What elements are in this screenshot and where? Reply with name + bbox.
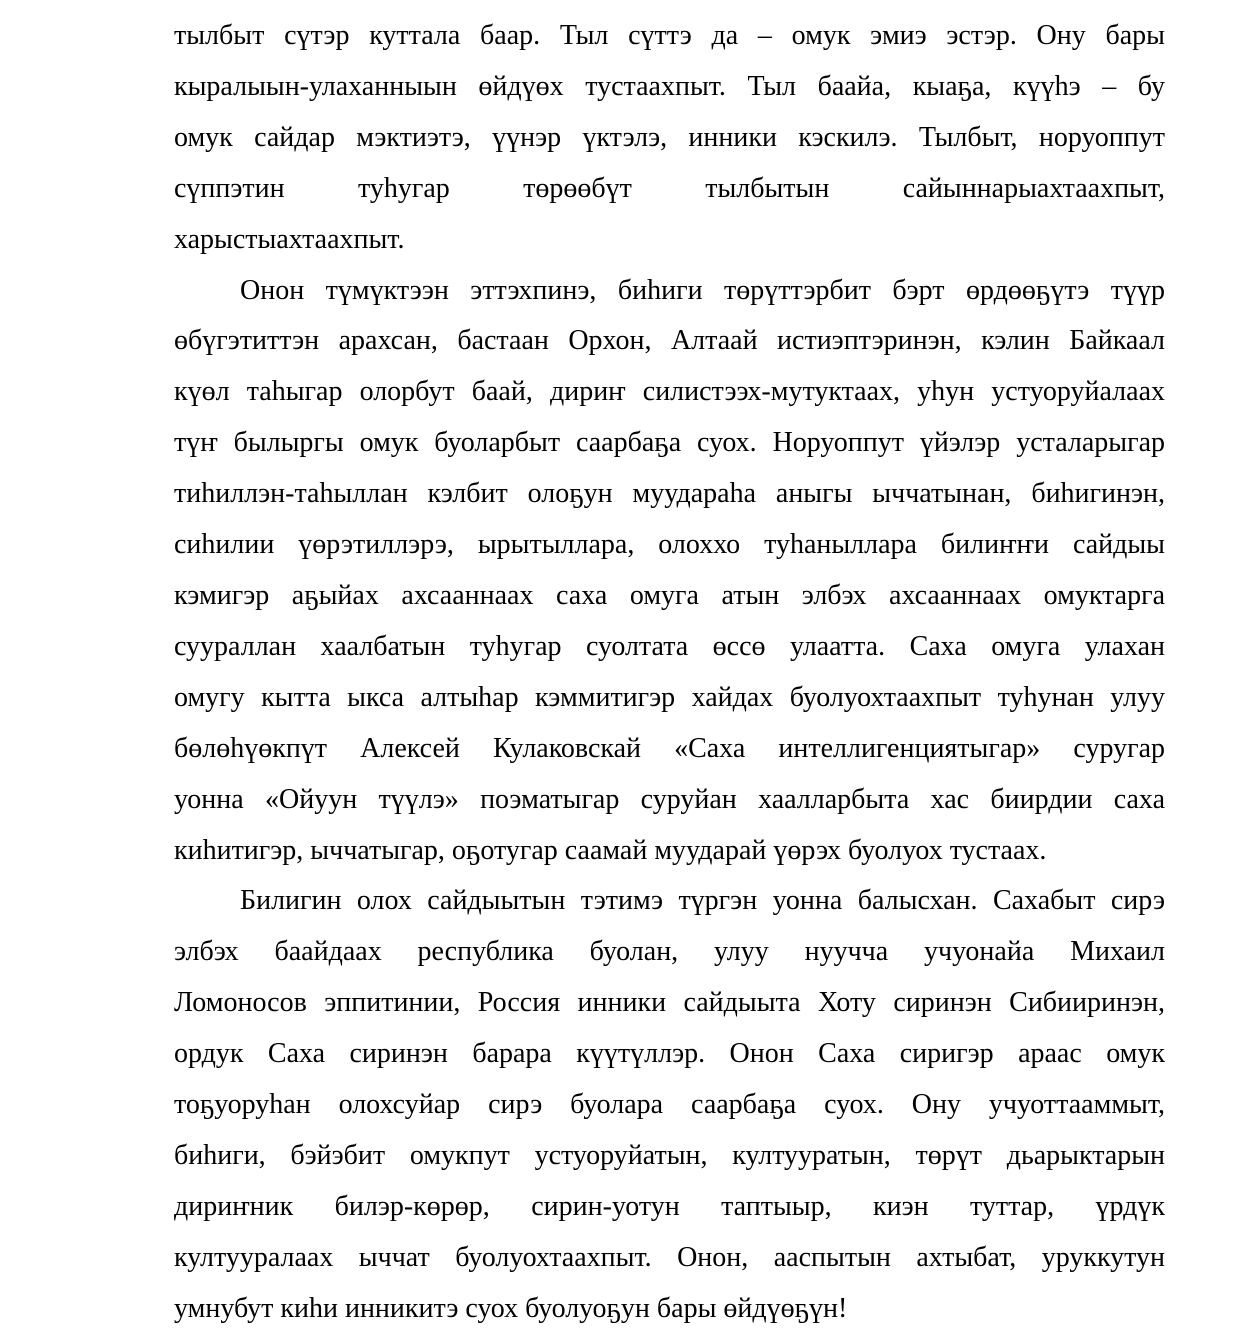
text-line: өбүгэтиттэн арахсан, бастаан Орхон, Алтаай истиэптэринэн, кэлин Байкаал	[174, 325, 1165, 357]
text-line: сүппэтин туһугар төрөөбүт тылбытын сайыннарыахтаахпыт,	[174, 172, 1165, 204]
text-line: кыралыын-улаханныын өйдүөх тустаахпыт. Тыл баайа, кыаҕа, күүһэ – бу	[174, 70, 1165, 102]
text-line: тиһиллэн-таһыллан кэлбит олоҕун муудараһа аныгы ыччатынан, биһигинэн,	[174, 478, 1165, 510]
text-line: күөл таһыгар олорбут баай, дириҥ силистээх-мутуктаах, уһун устуоруйалаах	[174, 376, 1165, 408]
text-line: суураллан хаалбатын туһугар суолтата өссө улаатта. Саха омуга улахан	[174, 630, 1165, 662]
text-line: сиһилии үөрэтиллэрэ, ырытыллара, олоххо туһаныллара билиҥҥи сайдыы	[174, 529, 1165, 561]
paragraph	[174, 11, 1165, 266]
text-line: Ломоносов эппитинии, Россия инники сайдыыта Хоту сиринэн Сибииринэн,	[174, 987, 1165, 1019]
text-line: биһиги, бэйэбит омукпут устуоруйатын, култууратын, төрүт дьарыктарын	[174, 1139, 1165, 1171]
paragraph	[174, 266, 1165, 877]
text-line: түҥ былыргы омук буоларбыт саарбаҕа суох. Норуоппут үйэлэр усталарыгар	[174, 427, 1165, 459]
paragraph	[174, 876, 1165, 1334]
text-line: Онон түмүктээн эттэхпинэ, биһиги төрүттэрбит бэрт өрдөөҕүтэ түүр	[240, 274, 1165, 306]
text-line: Билигин олох сайдыытын тэтимэ түргэн уонна балысхан. Сахабыт сирэ	[240, 885, 1165, 917]
text-line: тылбыт сүтэр куттала баар. Тыл сүттэ да – омук эмиэ эстэр. Ону бары	[174, 20, 1165, 51]
text-line: ордук Саха сиринэн барара күүтүллэр. Онон Саха сиригэр араас омук	[174, 1038, 1165, 1070]
text-line: тоҕуоруһан олохсуйар сирэ буолара саарбаҕа суох. Ону учуоттааммыт,	[174, 1089, 1165, 1121]
text-line: кэмигэр аҕыйах ахсааннаах саха омуга атын элбэх ахсааннаах омуктарга	[174, 579, 1165, 611]
text-line: киһитигэр, ыччатыгар, оҕотугар саамай муударай үөрэх буолуох тустаах.	[174, 834, 1047, 866]
text-line: умнубут киһи инникитэ суох буолуоҕун бары өйдүөҕүн!	[174, 1292, 848, 1324]
text-line: омук сайдар мэктиэтэ, үүнэр үктэлэ, инники кэскилэ. Тылбыт, норуоппут	[174, 121, 1165, 153]
text-line: харыстыахтаахпыт.	[174, 223, 405, 255]
text-line: дириҥник билэр-көрөр, сирин-уотун таптыыр, киэн туттар, үрдүк	[174, 1190, 1165, 1222]
text-line: элбэх баайдаах республика буолан, улуу нуучча учуонайа Михаил	[174, 936, 1165, 968]
text-line: уонна «Ойуун түүлэ» поэматыгар суруйан хаалларбыта хас биирдии саха	[174, 783, 1165, 815]
text-line: култууралаах ыччат буолуохтаахпыт. Онон, ааспытын ахтыбат, уруккутун	[174, 1241, 1165, 1273]
text-line: бөлөһүөкпүт Алексей Кулаковскай «Саха интеллигенциятыгар» суругар	[174, 732, 1165, 764]
text-line: омугу кытта ыкса алтыһар кэммитигэр хайдах буолуохтаахпыт туһунан улуу	[174, 681, 1165, 713]
